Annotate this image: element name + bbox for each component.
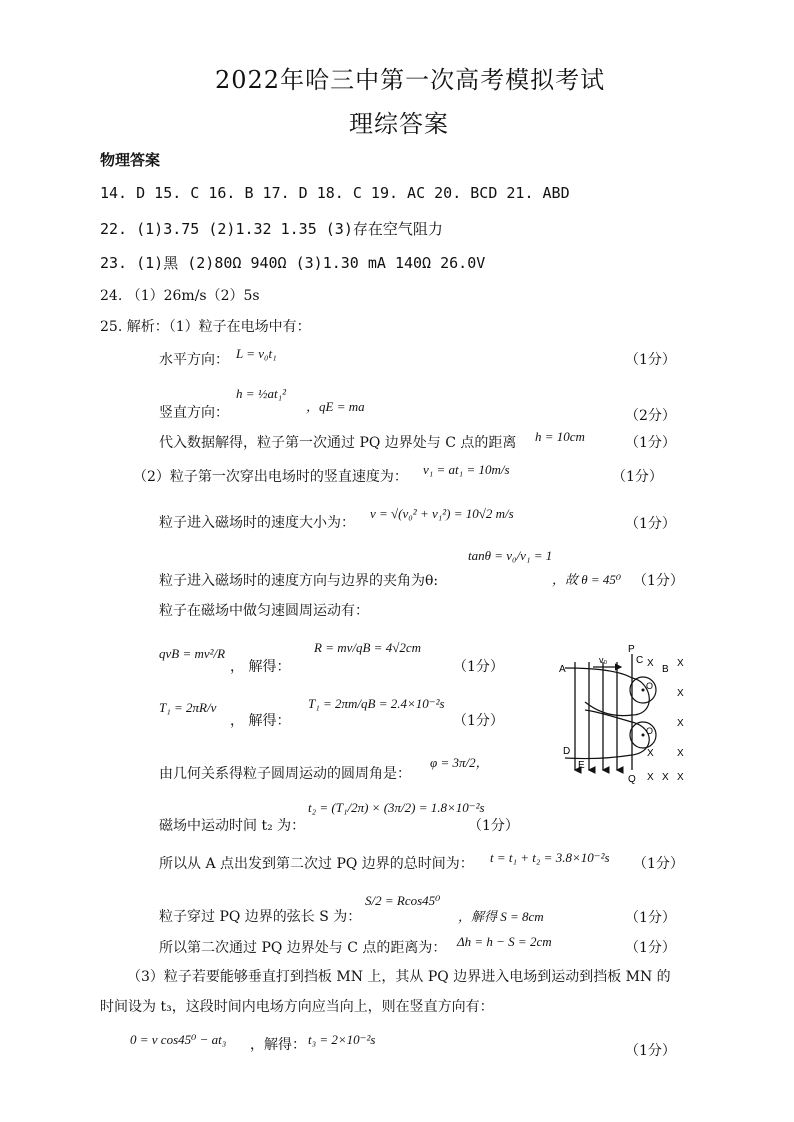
chord-text: 粒子穿过 PQ 边界的弦长 S 为：: [159, 909, 362, 925]
total-eq: t = t₁ + t₂ = 3.8×10⁻²s: [490, 850, 610, 865]
t2-eq: t₂ = (T₁/2π) × (3π/2) = 1.8×10⁻²s: [308, 800, 485, 815]
vertical-eq-2: ，qE = ma: [306, 399, 365, 414]
final-val: t₃ = 2×10⁻²s: [308, 1032, 376, 1047]
final-solve: ，解得：: [250, 1037, 306, 1053]
score-11: （1分）: [625, 910, 676, 926]
tan-eq: tanθ = v₀/v₁ = 1: [468, 548, 553, 563]
b-cross: X: [677, 718, 684, 729]
b-cross: X: [677, 688, 684, 699]
qvb-eq: qvB = mv²/R: [159, 646, 226, 661]
label-v0: v₀: [599, 655, 608, 665]
b-cross: X: [677, 748, 684, 759]
answer-23: 23. (1)黑 (2)80Ω 940Ω (3)1.30 mA 140Ω 26.0V: [100, 254, 486, 272]
horizontal-eq: L = v₀t₁: [236, 346, 277, 361]
label-q: Q: [628, 774, 636, 785]
t2-text: 磁场中运动时间 t₂ 为：: [159, 818, 306, 834]
second-eq: Δh = h − S = 2cm: [457, 934, 552, 949]
score-1: （1分）: [625, 352, 676, 368]
chord-eq: S/2 = Rcos45⁰: [365, 893, 441, 908]
label-c: C: [636, 655, 644, 666]
label-b: B: [662, 664, 669, 675]
part2-text: （2）粒子第一次穿出电场时的竖直速度为：: [133, 469, 408, 485]
score-7: （1分）: [453, 659, 504, 675]
r-eq: R = mv/qB = 4√2cm: [314, 640, 421, 655]
speed-eq: v = √(v₀² + v₁²) = 10√2 m/s: [370, 506, 514, 521]
angle-eq: ，故 θ = 45⁰: [552, 572, 622, 587]
angle-text: 粒子进入磁场时的速度方向与边界的夹角为θ:: [159, 573, 439, 589]
b-cross: X: [647, 748, 654, 759]
page-title: 2022年哈三中第一次高考模拟考试: [215, 66, 606, 94]
section-title: 物理答案: [100, 151, 161, 169]
answer-mc: 14. D 15. C 16. B 17. D 18. C 19. AC 20. BCD 21. ABD: [100, 184, 570, 202]
b-cross: X: [647, 658, 654, 669]
score-5: （1分）: [625, 516, 676, 532]
phi-text: 由几何关系得粒子圆周运动的圆周角是：: [159, 766, 411, 782]
b-cross: X: [677, 772, 684, 783]
score-9: （1分）: [468, 818, 519, 834]
score-6: （1分）: [633, 573, 684, 589]
label-o2: O: [646, 726, 654, 736]
vertical-label: 竖直方向：: [159, 405, 229, 421]
page-subtitle: 理综答案: [349, 110, 449, 138]
b-cross: X: [647, 772, 654, 783]
b-cross: X: [677, 658, 684, 669]
score-2: （2分）: [625, 408, 676, 424]
score-12: （1分）: [625, 940, 676, 956]
chord-solve: ，解得 S = 8cm: [458, 909, 544, 924]
distance-text: 代入数据解得，粒子第一次通过 PQ 边界处与 C 点的距离: [159, 435, 517, 451]
trajectory-3: [585, 702, 632, 716]
final-eq: 0 = v cos45⁰ − at₃: [130, 1032, 227, 1047]
label-p: P: [628, 644, 635, 655]
score-3: （1分）: [625, 435, 676, 451]
label-a: A: [559, 664, 566, 675]
q25-intro: 25. 解析：（1）粒子在电场中有：: [100, 319, 311, 335]
solve-2: ， 解得：: [230, 713, 291, 729]
distance-eq: h = 10cm: [535, 429, 585, 444]
score-13: （1分）: [625, 1043, 676, 1059]
answer-22: 22. (1)3.75 (2)1.32 1.35 (3)存在空气阻力: [100, 220, 443, 238]
t1-eq: T₁ = 2πR/v: [159, 700, 217, 715]
physics-diagram: [555, 640, 705, 785]
score-8: （1分）: [453, 713, 504, 729]
score-10: （1分）: [633, 856, 684, 872]
part2-eq: v₁ = at₁ = 10m/s: [423, 462, 510, 477]
label-d: D: [563, 746, 571, 757]
label-e: E: [578, 760, 585, 771]
t1-val: T₁ = 2πm/qB = 2.4×10⁻²s: [308, 696, 445, 711]
part3-line1: （3）粒子若要能够垂直打到挡板 MN 上，其从 PQ 边界进入电场到运动到挡板 MN 的: [127, 969, 671, 985]
second-text: 所以第二次通过 PQ 边界处与 C 点的距离为：: [159, 940, 447, 956]
phi-eq: φ = 3π/2，: [430, 755, 489, 770]
answer-24: 24. （1）26m/s（2）5s: [100, 288, 260, 304]
score-4: （1分）: [612, 469, 663, 485]
total-text: 所以从 A 点出发到第二次过 PQ 边界的总时间为：: [159, 856, 474, 872]
label-o1: O: [646, 681, 654, 691]
vertical-eq-1: h = ½at₁²: [236, 386, 287, 401]
solve-1: ， 解得：: [230, 659, 291, 675]
b-cross: X: [662, 772, 669, 783]
horizontal-label: 水平方向：: [159, 352, 229, 368]
speed-text: 粒子进入磁场时的速度大小为：: [159, 515, 355, 531]
part3-line2: 时间设为 t₃，这段时间内电场方向应当向上，则在竖直方向有：: [100, 999, 494, 1015]
circle-text: 粒子在磁场中做匀速圆周运动有：: [159, 603, 369, 619]
